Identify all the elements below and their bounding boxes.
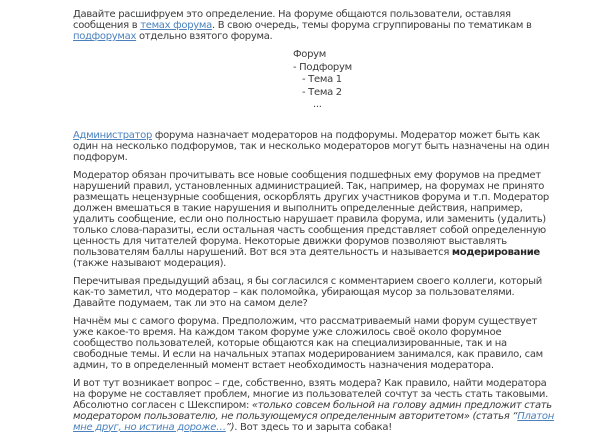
text-run: Начнём мы с самого форума. Предположим, что рассматриваемый нами форум существует уже какое-то время. На каждом таком форуме уже сложилось своё около форумное сообщество пользователей, которые общаются как на специализированные, так и на свободные темы. И если на начальных этапах модерированием занимался, как правило, сам админ, то в определенный момент встает необходимость назначения модератора. <box>73 315 543 371</box>
forum-structure-tree <box>73 49 555 112</box>
quote-text: «только совсем больной на голову админ предложит стать модератором пользователю, не пользующемуся определенным авторитетом» (статья “ <box>73 399 552 422</box>
subforums-link[interactable]: подфорумах <box>73 31 137 42</box>
text-run: Давайте расшифруем это определение. На форуме общаются пользователи, оставляя сообщения в <box>73 9 511 31</box>
tree-line: - Тема 1 <box>302 74 342 85</box>
paragraph <box>73 130 555 163</box>
bold-term: модерирование <box>451 246 540 258</box>
administrator-link[interactable]: Администратор <box>73 129 153 141</box>
text-run: И вот тут возникает вопрос – где, собственно, взять модера? Как правило, найти модератора на форуме не составляет проблем, многие из пользователей сочтут за честь стать таковыми. Абсолютно согласен с Шекспиром: <box>73 377 548 411</box>
tree-line: - Тема 2 <box>302 86 342 98</box>
text-run: форума назначает модераторов на подфорумы. Модератор может быть как один на несколько подфорумов, так и несколько модераторов могут быть назначены на один подфорум. <box>73 129 550 163</box>
paragraph <box>73 276 555 309</box>
text-run: Перечитывая предыдущий абзац, я бы согласился с комментарием своего коллеги, который как-то заметил, что модератор – как поломойка, убирающая мусор за пользователями. Давайте подумаем, так ли это на самом деле? <box>73 275 542 309</box>
text-run: . Вот здесь то и зарыта собака! <box>234 421 392 433</box>
tree-line: Форум <box>293 49 327 60</box>
paragraph <box>73 316 555 371</box>
forum-topics-link[interactable]: темах форума <box>140 20 212 31</box>
paragraph <box>73 170 555 269</box>
tree-line: ... <box>313 99 322 110</box>
article-body <box>73 9 555 433</box>
tree-line: - Подфорум <box>293 61 352 73</box>
quote-text: ”) <box>225 421 235 433</box>
text-run: . В свою очередь, темы форума сгруппированы по тематикам в <box>211 20 532 31</box>
paragraph <box>73 9 555 42</box>
text-run: отдельно взятого форума. <box>136 31 273 42</box>
text-run: (также называют модерация). <box>73 257 227 269</box>
paragraph <box>73 378 555 433</box>
platon-article-link[interactable]: Платон мне друг, но истина дороже… <box>73 410 554 433</box>
text-run: Модератор обязан прочитывать все новые сообщения подшефных ему форумов на предмет нарушений правил, установленных администрацией. Так, например, на форумах не принято размещать нецензурные сообщения, оскорблять других участников форума и т.п. Модератор должен вмешаться в такие нарушения и выполнить определенные действия, например, удалить сообщение, если оно полностью нарушает правила форума, или заменить (удалить) только слова-паразиты, если остальная часть сообщения представляет собой определенную ценность для читателей форума. Некоторые движки форумов позволяют выставлять пользователям баллы нарушений. Вот вся эта деятельность и называется <box>73 169 549 258</box>
